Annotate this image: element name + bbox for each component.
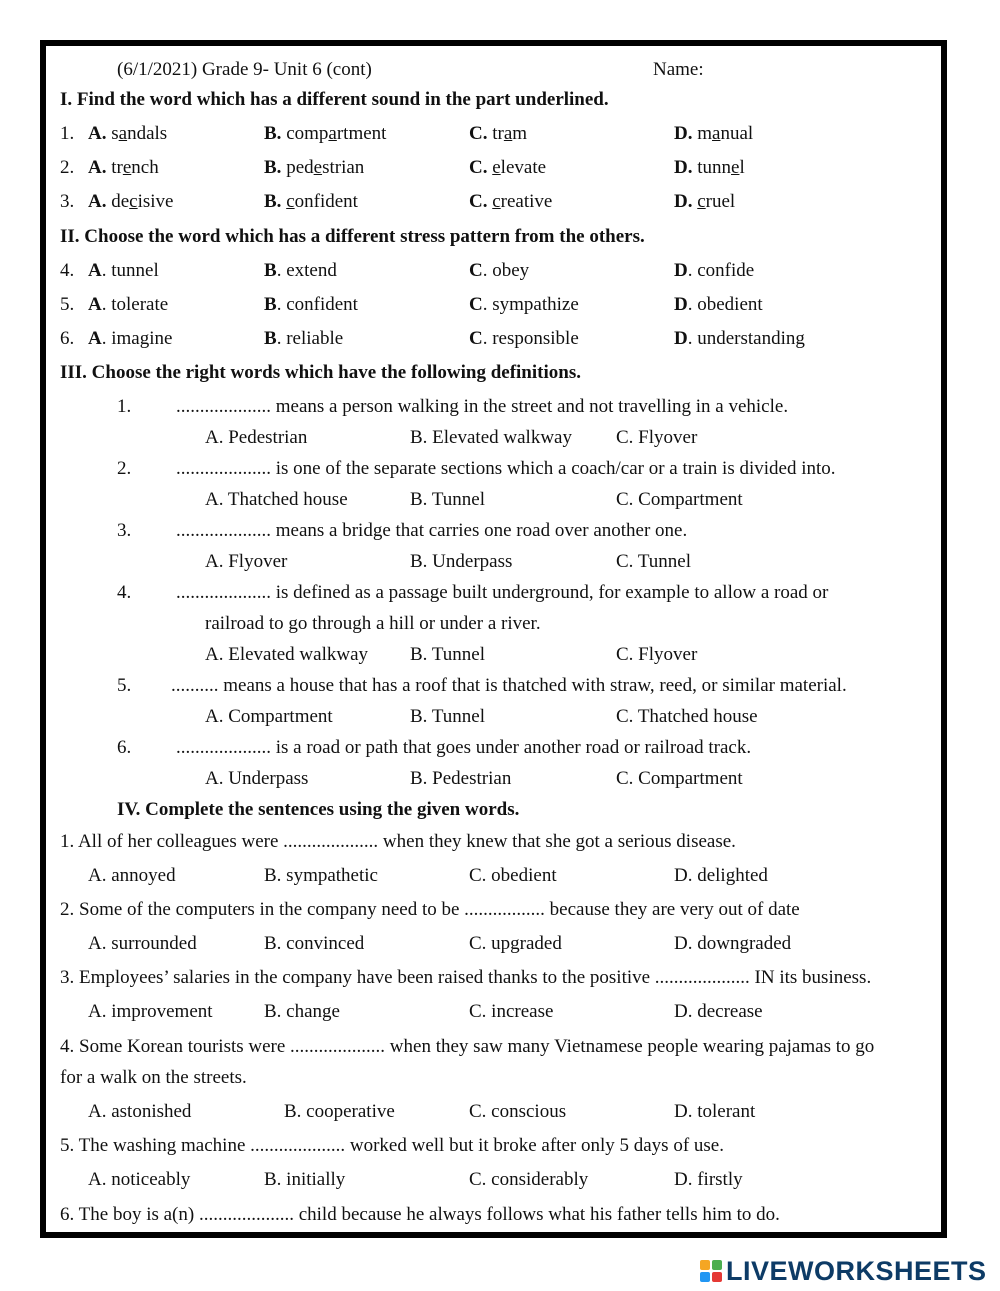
definition-text: .................... is one of the separate sections which a coach/car or a train is divided into. <box>176 458 836 479</box>
option-d <box>674 156 745 180</box>
answer-d: D. delighted <box>674 865 768 886</box>
option-word: tolerate <box>111 294 169 315</box>
option-letter: C <box>469 328 483 349</box>
section-1-title: I. Find the word which has a different sound in the part underlined. <box>60 89 609 110</box>
option-c <box>469 122 527 146</box>
choice-c: C. Compartment <box>616 489 743 510</box>
answer-d: D. firstly <box>674 1169 743 1190</box>
option-b: B. extend <box>264 260 337 281</box>
option-c: C. sympathize <box>469 294 579 315</box>
option-b <box>264 156 364 180</box>
option-letter: B. <box>264 191 282 212</box>
choice-c: C. Compartment <box>616 768 743 789</box>
choice-a: A. Thatched house <box>205 489 348 510</box>
underlined-letter: a <box>503 123 513 144</box>
word-part: strian <box>322 157 365 178</box>
word-part: m <box>697 123 713 144</box>
option-d <box>674 122 753 146</box>
underlined-letter: e <box>731 157 740 178</box>
option-letter: A <box>88 294 102 315</box>
option-letter: D. <box>674 191 693 212</box>
word-part: rtment <box>336 123 387 144</box>
definition-text: .................... means a bridge that carries one road over another one. <box>176 520 688 541</box>
option-word: understanding <box>697 328 805 349</box>
option-letter: C. <box>469 157 488 178</box>
underlined-letter: a <box>712 123 721 144</box>
underlined-letter: c <box>129 191 138 212</box>
word-part: ndals <box>127 123 168 144</box>
answer-b: B. change <box>264 1001 340 1022</box>
option-letter: B <box>264 260 277 281</box>
option-letter: D <box>674 260 688 281</box>
answer-b: B. cooperative <box>284 1101 395 1122</box>
option-letter: D <box>674 294 688 315</box>
definition-text: .......... means a house that has a roof that is thatched with straw, reed, or similar material. <box>171 675 847 696</box>
question-number: 4. <box>60 260 75 281</box>
answer-c: C. conscious <box>469 1101 567 1122</box>
word-part: tr <box>111 157 123 178</box>
option-letter: A <box>88 328 102 349</box>
underlined-letter: a <box>118 123 128 144</box>
choice-b: B. Elevated walkway <box>410 427 572 448</box>
definition-text: .................... is defined as a passage built underground, for example to allow a road or <box>176 582 829 603</box>
option-a: A. tolerate <box>88 294 169 315</box>
option-c: C. responsible <box>469 328 579 349</box>
definition-text: .................... means a person walking in the street and not travelling in a vehicle. <box>176 396 789 417</box>
option-word: confide <box>697 260 755 281</box>
logo-text: LIVEWORKSHEETS <box>726 1255 987 1286</box>
underlined-letter: c <box>492 191 501 212</box>
option-letter: B. <box>264 157 282 178</box>
option-letter: C <box>469 260 483 281</box>
definition-number: 1. <box>117 396 132 417</box>
word-part: isive <box>137 191 174 212</box>
answer-a: A. astonished <box>88 1101 192 1122</box>
option-letter: A <box>88 260 102 281</box>
option-word: sympathize <box>492 294 579 315</box>
option-word: tunnel <box>111 260 159 281</box>
question-number: 3. <box>60 191 75 212</box>
definition-text-cont: railroad to go through a hill or under a river. <box>205 613 541 634</box>
option-letter: A. <box>88 191 107 212</box>
option-c <box>469 190 552 214</box>
underlined-letter: e <box>492 157 501 178</box>
definition-number: 4. <box>117 582 132 603</box>
answer-a: A. noticeably <box>88 1169 191 1190</box>
question-number: 2. <box>60 157 75 178</box>
definition-number: 5. <box>117 675 132 696</box>
word-part: ruel <box>705 191 736 212</box>
choice-c: C. Thatched house <box>616 706 758 727</box>
word-part: comp <box>286 123 329 144</box>
section-3-title: III. Choose the right words which have the following definitions. <box>60 362 581 383</box>
option-word: confident <box>286 294 358 315</box>
answer-d: D. decrease <box>674 1001 763 1022</box>
choice-b: B. Tunnel <box>410 489 485 510</box>
word-part: reative <box>500 191 553 212</box>
word-part: levate <box>500 157 547 178</box>
definition-number: 3. <box>117 520 132 541</box>
word-part: ped <box>286 157 314 178</box>
word-part: s <box>111 123 119 144</box>
answer-b: B. sympathetic <box>264 865 378 886</box>
option-c: C. obey <box>469 260 530 281</box>
option-b <box>264 122 386 146</box>
sentence-text: 3. Employees’ salaries in the company have been raised thanks to the positive .................... IN its business. <box>60 967 872 988</box>
choice-a: A. Pedestrian <box>205 427 308 448</box>
option-letter: D. <box>674 157 693 178</box>
option-a <box>88 190 174 214</box>
sentence-text: 1. All of her colleagues were .................... when they knew that she got a serious disease. <box>60 831 736 852</box>
option-letter: B <box>264 294 277 315</box>
option-letter: A. <box>88 157 107 178</box>
word-part: tr <box>492 123 504 144</box>
option-word: reliable <box>286 328 344 349</box>
option-a <box>88 122 167 146</box>
word-part: onfident <box>294 191 358 212</box>
option-letter: A. <box>88 123 107 144</box>
choice-b: B. Underpass <box>410 551 513 572</box>
word-part: m <box>512 123 528 144</box>
answer-c: C. increase <box>469 1001 554 1022</box>
sentence-text-cont: for a walk on the streets. <box>60 1067 247 1088</box>
answer-c: C. considerably <box>469 1169 589 1190</box>
sentence-text: 5. The washing machine .................... worked well but it broke after only 5 days of use. <box>60 1135 724 1156</box>
option-letter: B <box>264 328 277 349</box>
choice-a: A. Flyover <box>205 551 288 572</box>
answer-a: A. surrounded <box>88 933 197 954</box>
liveworksheets-logo <box>700 1256 987 1286</box>
answer-b: B. initially <box>264 1169 346 1190</box>
word-part: tunn <box>697 157 732 178</box>
option-d: D. obedient <box>674 294 763 315</box>
word-part: de <box>111 191 130 212</box>
choice-c: C. Flyover <box>616 644 698 665</box>
definition-number: 6. <box>117 737 132 758</box>
choice-a: A. Underpass <box>205 768 309 789</box>
answer-a: A. annoyed <box>88 865 176 886</box>
question-number: 6. <box>60 328 75 349</box>
option-c <box>469 156 546 180</box>
underlined-letter: a <box>328 123 337 144</box>
choice-a: A. Compartment <box>205 706 333 727</box>
answer-a: A. improvement <box>88 1001 213 1022</box>
option-b: B. confident <box>264 294 358 315</box>
option-b <box>264 190 358 214</box>
word-part: nch <box>131 157 159 178</box>
worksheet-date-title: (6/1/2021) Grade 9- Unit 6 (cont) <box>117 59 372 80</box>
underlined-letter: c <box>286 191 295 212</box>
choice-c: C. Tunnel <box>616 551 691 572</box>
choice-c: C. Flyover <box>616 427 698 448</box>
option-word: extend <box>286 260 337 281</box>
underlined-letter: e <box>122 157 132 178</box>
option-letter: D <box>674 328 688 349</box>
section-4-title: IV. Complete the sentences using the given words. <box>117 799 520 820</box>
sentence-text: 6. The boy is a(n) .................... child because he always follows what his father tells him to do. <box>60 1204 780 1225</box>
option-d: D. understanding <box>674 328 805 349</box>
question-number: 5. <box>60 294 75 315</box>
choice-b: B. Tunnel <box>410 644 485 665</box>
word-part: l <box>739 157 745 178</box>
answer-b: B. convinced <box>264 933 365 954</box>
option-word: obedient <box>697 294 763 315</box>
underlined-letter: c <box>697 191 706 212</box>
word-part: nual <box>720 123 754 144</box>
option-d: D. confide <box>674 260 755 281</box>
sentence-text: 4. Some Korean tourists were .................... when they saw many Vietnamese people wearing pajamas to go <box>60 1036 875 1057</box>
answer-c: C. upgraded <box>469 933 562 954</box>
option-word: responsible <box>492 328 579 349</box>
answer-d: D. downgraded <box>674 933 792 954</box>
option-a: A. tunnel <box>88 260 159 281</box>
option-word: obey <box>492 260 530 281</box>
sentence-text: 2. Some of the computers in the company need to be ................. because they are very out of date <box>60 899 800 920</box>
option-letter: C <box>469 294 483 315</box>
section-2-title: II. Choose the word which has a different stress pattern from the others. <box>60 226 645 247</box>
definition-text: .................... is a road or path that goes under another road or railroad track. <box>176 737 752 758</box>
name-label: Name: <box>653 59 704 80</box>
option-word: imagine <box>111 328 173 349</box>
option-letter: D. <box>674 123 693 144</box>
option-letter: C. <box>469 123 488 144</box>
option-a: A. imagine <box>88 328 173 349</box>
option-letter: B. <box>264 123 282 144</box>
option-a <box>88 156 159 180</box>
option-d <box>674 190 735 214</box>
answer-d: D. tolerant <box>674 1101 756 1122</box>
option-letter: C. <box>469 191 488 212</box>
option-b: B. reliable <box>264 328 344 349</box>
choice-a: A. Elevated walkway <box>205 644 369 665</box>
choice-b: B. Tunnel <box>410 706 485 727</box>
logo-squares-icon <box>700 1260 722 1282</box>
underlined-letter: e <box>313 157 323 178</box>
question-number: 1. <box>60 123 75 144</box>
answer-c: C. obedient <box>469 865 557 886</box>
choice-b: B. Pedestrian <box>410 768 512 789</box>
definition-number: 2. <box>117 458 132 479</box>
